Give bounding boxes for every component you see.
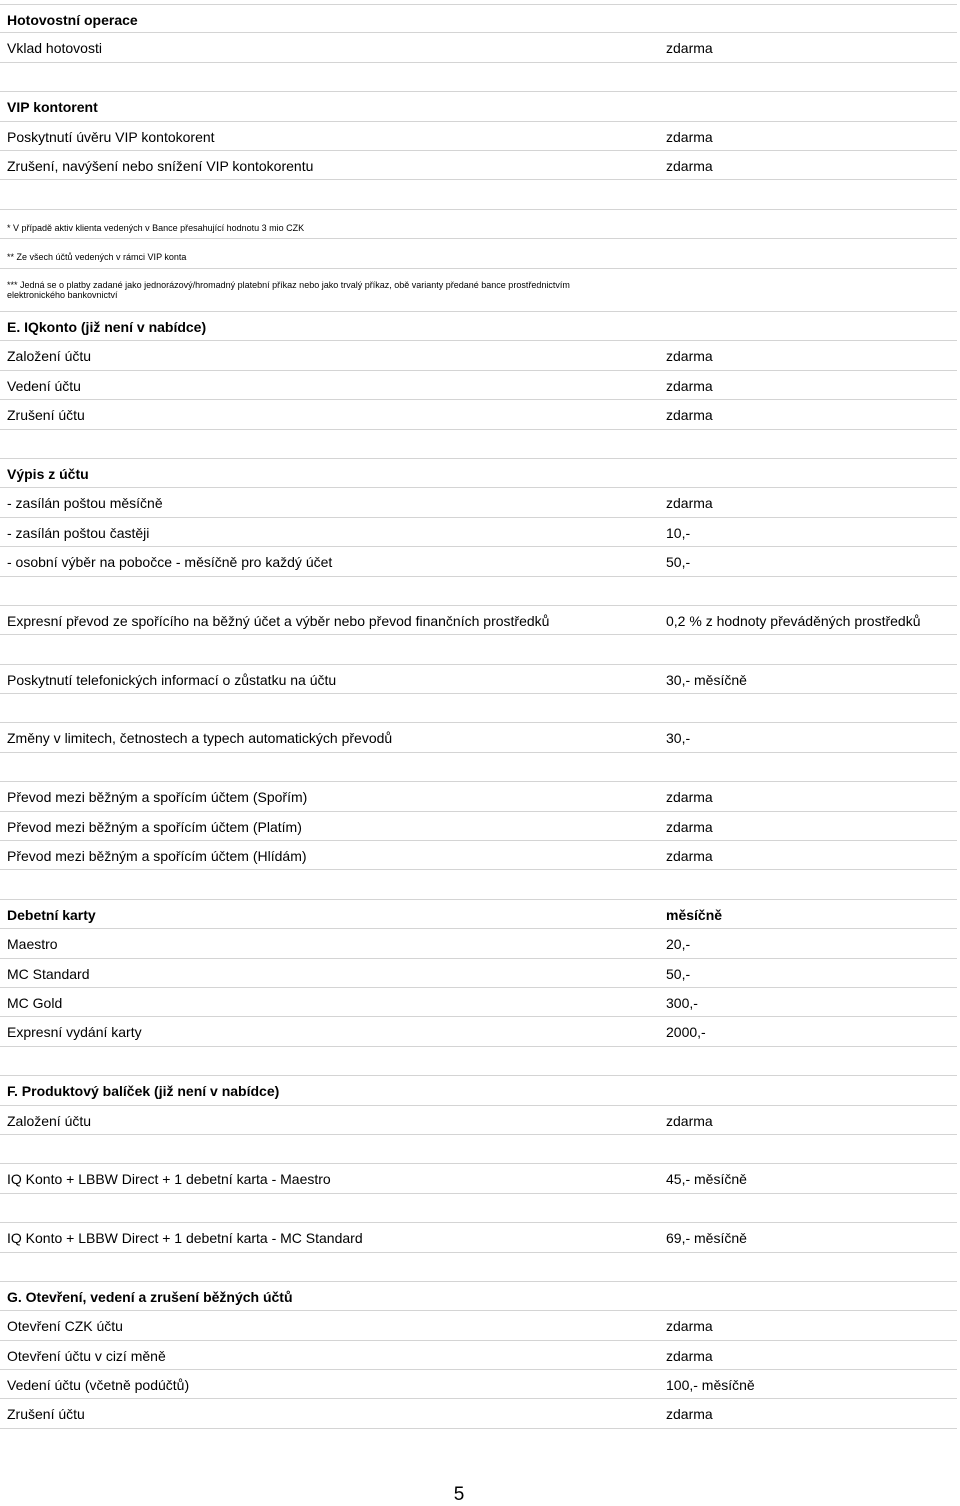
item-label: Převod mezi běžným a spořícím účtem (Platím) [7, 818, 302, 835]
item-label: Expresní vydání karty [7, 1024, 142, 1041]
table-row [0, 1164, 957, 1193]
table-row [0, 488, 957, 517]
item-price: 30,- [666, 730, 691, 747]
item-price: zdarma [666, 348, 713, 365]
item-price: zdarma [666, 157, 713, 174]
item-price: zdarma [666, 1347, 713, 1364]
item-price: 300,- [666, 995, 698, 1011]
item-price: zdarma [666, 377, 713, 394]
footnote-row [0, 210, 957, 239]
item-price: měsíčně [666, 906, 723, 923]
item-label: MC Standard [7, 965, 90, 982]
item-label: MC Gold [7, 995, 63, 1011]
section-header-row [0, 92, 957, 121]
item-label: Otevření CZK účtu [7, 1318, 123, 1335]
table-row [0, 371, 957, 400]
table-row [0, 400, 957, 429]
fee-table [0, 4, 960, 1429]
item-price: 50,- [666, 965, 691, 982]
item-label: Debetní karty [7, 906, 96, 923]
item-price: zdarma [666, 848, 713, 865]
item-price: zdarma [666, 128, 713, 145]
footnote-row [0, 269, 957, 313]
table-row [0, 1370, 957, 1399]
table-row [0, 122, 957, 151]
table-row [0, 1399, 957, 1428]
item-price: 20,- [666, 936, 691, 953]
spacer-row [0, 430, 957, 459]
table-row [0, 518, 957, 547]
item-label: Zrušení účtu [7, 1406, 85, 1423]
item-label: Zrušení, navýšení nebo snížení VIP kontokorentu [7, 157, 314, 174]
section-header-row [0, 312, 957, 341]
table-row [0, 782, 957, 811]
item-label: Založení účtu [7, 348, 92, 365]
section-header-row [0, 900, 957, 929]
page-number: 5 [453, 1484, 465, 1505]
section-header-row [0, 1076, 957, 1105]
item-label: IQ Konto + LBBW Direct + 1 debetní karta - Maestro [7, 1171, 331, 1188]
item-price: 0,2 % z hodnoty převáděných prostředků [666, 612, 921, 629]
item-label: E. IQkonto (již není v nabídce) [7, 319, 207, 336]
item-label: Převod mezi běžným a spořícím účtem (Spořím) [7, 789, 308, 806]
item-label: Poskytnutí úvěru VIP kontokorent [7, 128, 215, 145]
footnote-text: * V případě aktiv klienta vedených v Bance přesahující hodnotu 3 mio CZK [7, 222, 305, 233]
item-label: IQ Konto + LBBW Direct + 1 debetní karta - MC Standard [7, 1230, 363, 1247]
item-label: - zasílán poštou měsíčně [7, 495, 163, 512]
table-row [0, 1311, 957, 1340]
item-label: Výpis z účtu [7, 465, 89, 482]
table-row [0, 1017, 957, 1046]
table-row [0, 33, 957, 62]
table-row [0, 151, 957, 180]
item-label: Poskytnutí telefonických informací o zůstatku na účtu [7, 671, 337, 688]
section-header-row [0, 1282, 957, 1311]
item-price: zdarma [666, 495, 713, 512]
table-row [0, 812, 957, 841]
table-row [0, 988, 957, 1017]
table-row [0, 929, 957, 958]
item-label: VIP kontorent [7, 99, 98, 116]
item-label: - zasílán poštou častěji [7, 524, 150, 541]
spacer-row [0, 870, 957, 899]
table-row [0, 341, 957, 370]
section-header-row [0, 4, 957, 33]
footnote-text-continued: elektronického bankovnictví [7, 289, 118, 300]
item-label: F. Produktový balíček (již není v nabídce) [7, 1083, 280, 1100]
item-price: 30,- měsíčně [666, 671, 747, 688]
item-label: Otevření účtu v cizí měně [7, 1347, 166, 1364]
item-label: Vklad hotovosti [7, 40, 102, 57]
table-row [0, 959, 957, 988]
table-row [0, 723, 957, 752]
item-label: Změny v limitech, četnostech a typech automatických převodů [7, 730, 393, 747]
item-label: Vedení účtu [7, 377, 81, 394]
footnote-text: *** Jedná se o platby zadané jako jednorázový/hromadný platební příkaz nebo jako trvalý příkaz, obě varianty předané bance prostřednictvím elektronického bankovnictví [7, 279, 570, 300]
item-price: zdarma [666, 407, 713, 424]
item-label: Zrušení účtu [7, 407, 85, 424]
spacer-row [0, 694, 957, 723]
item-label: - osobní výběr na pobočce - měsíčně pro každý účet [7, 554, 333, 571]
item-label: Expresní převod ze spořícího na běžný účet a výběr nebo převod finančních prostředků [7, 612, 550, 629]
footnote-text: ** Ze všech účtů vedených v rámci VIP konta [7, 252, 187, 263]
table-row [0, 1223, 957, 1252]
item-price: zdarma [666, 1112, 713, 1129]
table-row [0, 841, 957, 870]
item-price: 69,- měsíčně [666, 1230, 747, 1247]
spacer-row [0, 635, 957, 664]
item-price: 2000,- [666, 1024, 706, 1041]
section-header-row [0, 459, 957, 488]
spacer-row [0, 1253, 957, 1282]
item-price: zdarma [666, 1318, 713, 1335]
table-row [0, 606, 957, 635]
spacer-row [0, 1194, 957, 1223]
item-label: Hotovostní operace [7, 12, 138, 28]
item-label: Převod mezi běžným a spořícím účtem (Hlídám) [7, 848, 307, 865]
item-label: G. Otevření, vedení a zrušení běžných účtů [7, 1288, 293, 1305]
table-row [0, 1341, 957, 1370]
spacer-row [0, 1135, 957, 1164]
spacer-row [0, 753, 957, 782]
table-row [0, 1106, 957, 1135]
spacer-row [0, 577, 957, 606]
item-price: zdarma [666, 789, 713, 806]
footnote-row [0, 239, 957, 268]
spacer-row [0, 63, 957, 92]
spacer-row [0, 1047, 957, 1076]
item-price: 50,- [666, 554, 691, 571]
item-price: 100,- měsíčně [666, 1377, 755, 1394]
item-price: zdarma [666, 40, 713, 57]
item-label: Maestro [7, 936, 58, 953]
item-label: Založení účtu [7, 1112, 92, 1129]
item-price: zdarma [666, 818, 713, 835]
table-row [0, 547, 957, 576]
item-price: 45,- měsíčně [666, 1171, 747, 1188]
item-price: zdarma [666, 1406, 713, 1423]
table-row [0, 665, 957, 694]
spacer-row [0, 180, 957, 209]
item-price: 10,- [666, 524, 691, 541]
item-label: Vedení účtu (včetně podúčtů) [7, 1377, 190, 1394]
